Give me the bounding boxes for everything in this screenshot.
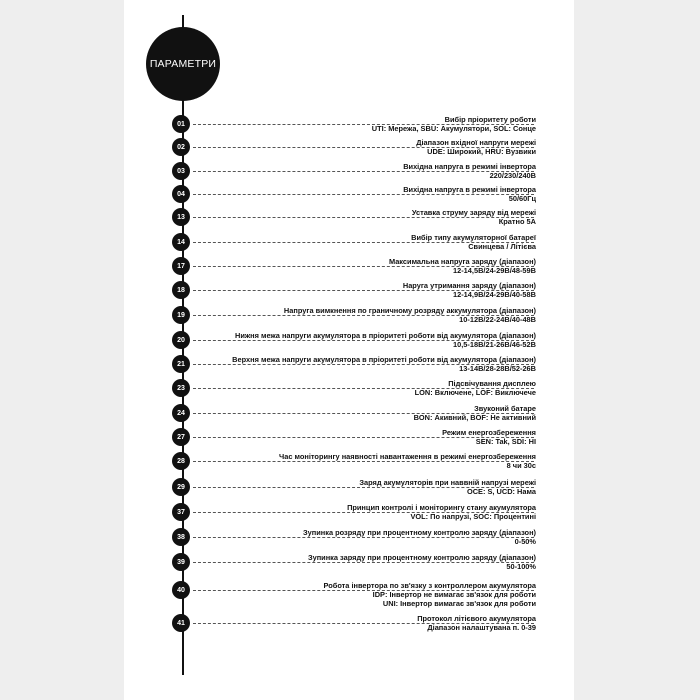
parameter-number: 40 <box>177 586 185 594</box>
parameter-label <box>415 379 536 397</box>
parameter-row <box>0 428 700 450</box>
parameter-row <box>0 503 700 525</box>
parameter-value: 50-100% <box>506 562 536 571</box>
parameter-row <box>0 138 700 160</box>
parameter-value: 0-50% <box>514 537 536 546</box>
parameter-number-badge <box>172 331 190 349</box>
parameter-title: Наруга утримання заряду (діапазон) <box>400 281 536 290</box>
parameter-value: UDE: Широкий, HRU: Вузвики <box>427 147 536 156</box>
parameter-number: 27 <box>177 433 185 441</box>
parameter-value-extra: UNI: Інвертор вимагає зв'язок для роботи <box>382 599 536 608</box>
parameter-number: 03 <box>177 167 185 175</box>
parameter-label <box>232 331 536 349</box>
parameter-row <box>0 478 700 500</box>
parameter-title: Вибір пріоритету роботи <box>372 115 536 124</box>
parameter-row <box>0 528 700 550</box>
parameter-row <box>0 581 700 608</box>
parameter-value: 13-14В/28-28В/52-26В <box>459 364 536 373</box>
parameter-row <box>0 233 700 255</box>
parameter-number: 38 <box>177 533 185 541</box>
parameter-number: 20 <box>177 336 185 344</box>
parameter-row <box>0 404 700 426</box>
parameter-label <box>229 355 536 373</box>
parameter-value: Свинцева / Літієва <box>468 242 536 251</box>
parameter-label <box>408 233 536 251</box>
parameter-value: UTI: Мережа, SBU: Акумулятори, SOL: Сонце <box>371 124 536 133</box>
parameter-number: 04 <box>177 190 185 198</box>
parameter-label <box>400 185 536 203</box>
parameter-title: Верхня межа напруги акумулятора в пріоритеті роботи від акумулятора (діапазон) <box>229 355 536 364</box>
parameter-title: Нижня межа напруги акумулятора в пріоритеті роботи від акумулятора (діапазон) <box>232 331 536 340</box>
parameter-row <box>0 306 700 328</box>
parameter-label <box>413 138 536 156</box>
parameter-title: Діапазон вхідної напруги мережі <box>413 138 536 147</box>
parameter-number-badge <box>172 428 190 446</box>
parameter-label <box>409 208 536 226</box>
parameter-label <box>281 306 536 324</box>
parameter-number-badge <box>172 614 190 632</box>
parameter-number-badge <box>172 528 190 546</box>
parameter-value: Кратно 5А <box>498 217 536 226</box>
parameter-number-badge <box>172 138 190 156</box>
parameter-number-badge <box>172 404 190 422</box>
parameter-label <box>356 478 536 496</box>
parameter-row <box>0 281 700 303</box>
parameter-number-badge <box>172 452 190 470</box>
parameter-value: 10,5-18В/21-26В/46-52В <box>453 340 536 349</box>
parameter-value: LON: Включене, LOF: Виключече <box>414 388 536 397</box>
parameter-title: Вихідна напруга в режимі інвертора <box>400 162 536 171</box>
parameter-value: 8 чи 30с <box>506 461 536 470</box>
parameter-number: 29 <box>177 483 185 491</box>
parameter-row <box>0 355 700 377</box>
parameter-number: 18 <box>177 286 185 294</box>
parameter-number-badge <box>172 162 190 180</box>
parameter-label <box>276 452 536 470</box>
parameter-title: Звуконий батаре <box>414 404 536 413</box>
parameter-number-badge <box>172 553 190 571</box>
parameter-number: 39 <box>177 558 185 566</box>
parameter-row <box>0 452 700 474</box>
parameter-label <box>439 428 536 446</box>
parameter-title: Режим енергозбереження <box>439 428 536 437</box>
parameter-number-badge <box>172 503 190 521</box>
parameter-number-badge <box>172 379 190 397</box>
parameter-title: Напруга вимкнення по граничному розряду аккумулятора (діапазон) <box>281 306 536 315</box>
parameter-label <box>344 503 536 521</box>
parameter-title: Вихідна напруга в режимі інвертора <box>400 185 536 194</box>
parameter-number: 19 <box>177 311 185 319</box>
parameter-number-badge <box>172 478 190 496</box>
parameter-label <box>414 614 536 632</box>
parameter-title: Підсвічування дисплею <box>415 379 536 388</box>
parameter-label <box>414 404 536 422</box>
parameter-label <box>372 115 536 133</box>
parameter-row <box>0 185 700 207</box>
parameter-row <box>0 208 700 230</box>
parameter-value: 12-14,9В/24-29В/40-58В <box>453 290 536 299</box>
parameter-title: Заряд акумуляторів при наввній напрузі мережі <box>356 478 536 487</box>
parameter-title: Максимальна напруга заряду (діапазон) <box>386 257 536 266</box>
parameter-number-badge <box>172 208 190 226</box>
parameter-title: Час моніторингу наявності навантаження в режимі енергозбереження <box>276 452 536 461</box>
parameter-row <box>0 162 700 184</box>
parameter-number-badge <box>172 306 190 324</box>
parameter-row <box>0 379 700 401</box>
parameter-number: 37 <box>177 508 185 516</box>
parameter-label <box>305 553 536 571</box>
parameter-value: 10-12В/22-24В/40-48В <box>459 315 536 324</box>
parameter-title: Зупинка заряду при процентному контролю заряду (діапазон) <box>305 553 536 562</box>
parameter-number-badge <box>172 257 190 275</box>
parameter-value: SEN: Tak, SDI: HI <box>475 437 536 446</box>
parameter-number: 02 <box>177 143 185 151</box>
parameter-label <box>400 162 536 180</box>
parameter-label <box>300 528 536 546</box>
parameter-row <box>0 614 700 636</box>
parameter-number: 14 <box>177 238 185 246</box>
parameter-value: OCE: S, UCD: Нама <box>466 487 536 496</box>
parameter-number-badge <box>172 355 190 373</box>
parameter-row <box>0 257 700 279</box>
parameter-number: 28 <box>177 457 185 465</box>
parameter-value: BON: Акивний, BOF: Не активний <box>413 413 536 422</box>
parameter-label <box>321 581 537 608</box>
parameter-number: 01 <box>177 120 185 128</box>
parameter-value: IDP: Інвертор не вимагає зв'язок для роботи <box>372 590 536 599</box>
parameter-row <box>0 115 700 137</box>
parameter-value: 220/230/240В <box>489 171 536 180</box>
parameter-title: Робота інвертора по зв'язку з контроллером акумулятора <box>321 581 537 590</box>
parameter-number: 24 <box>177 409 185 417</box>
parameter-row <box>0 331 700 353</box>
parameter-label <box>386 257 536 275</box>
parameter-value: 12-14,5В/24-29В/48-59В <box>453 266 536 275</box>
parameter-label <box>400 281 536 299</box>
parameter-number-badge <box>172 233 190 251</box>
parameter-number-badge <box>172 281 190 299</box>
header-title: ПАРАМЕТРИ <box>149 58 217 70</box>
parameter-number: 17 <box>177 262 185 270</box>
parameter-number: 23 <box>177 384 185 392</box>
parameter-title: Зупинка розряду при процентному контролю заряду (діапазон) <box>300 528 536 537</box>
parameter-value: Діапазон налаштувана п. 0-39 <box>427 623 536 632</box>
header-badge <box>146 27 220 101</box>
parameter-title: Протокол літієвого акумулятора <box>414 614 536 623</box>
parameter-value: 50/60Гц <box>508 194 536 203</box>
parameter-row <box>0 553 700 575</box>
parameter-number: 13 <box>177 213 185 221</box>
parameter-number: 21 <box>177 360 185 368</box>
parameter-title: Принцип контролі і моніторингу стану акумулятора <box>344 503 536 512</box>
parameter-value: VOL: По напрузі, SOC: Процентині <box>410 512 536 521</box>
parameter-title: Вибір типу акумуляторної батареї <box>408 233 536 242</box>
parameter-number-badge <box>172 581 190 599</box>
parameter-number-badge <box>172 115 190 133</box>
parameter-title: Уставка струму заряду від мережі <box>409 208 536 217</box>
parameter-number: 41 <box>177 619 185 627</box>
parameter-number-badge <box>172 185 190 203</box>
